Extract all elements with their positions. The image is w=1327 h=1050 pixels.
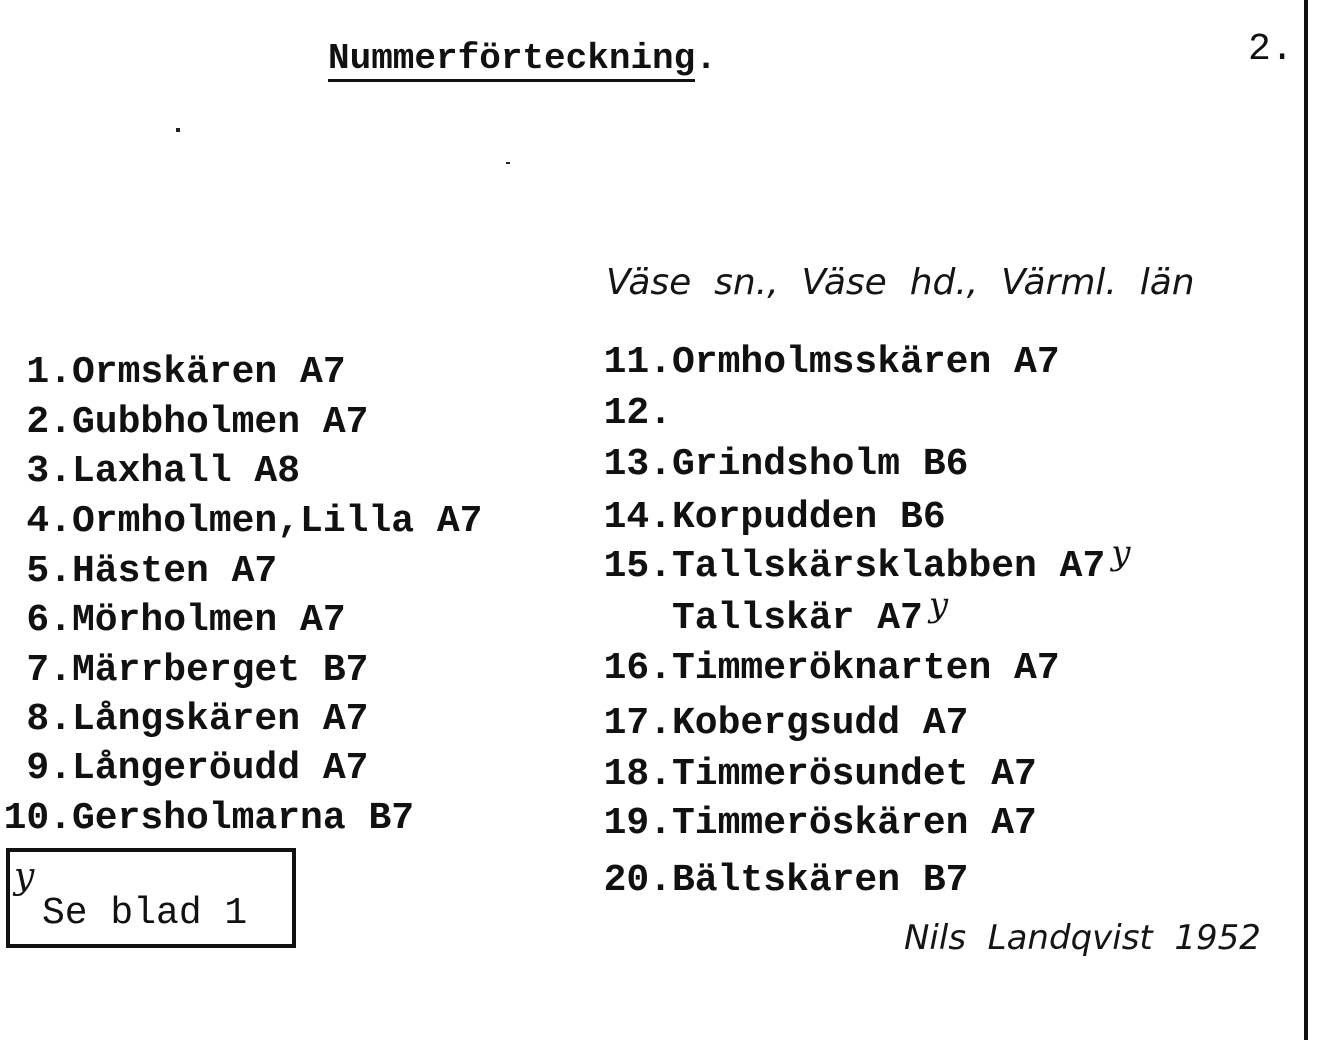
entry-number: 6. <box>26 599 72 642</box>
entry-number: 19. <box>603 802 672 845</box>
entry-number: 7. <box>26 649 72 692</box>
list-item <box>594 701 968 747</box>
entry-name: Gersholmarna B7 <box>72 797 415 840</box>
entry-number: 10. <box>3 797 72 840</box>
list-item <box>0 400 368 446</box>
entry-name: Laxhall A8 <box>72 450 301 493</box>
entry-name: Timmeröskären A7 <box>672 802 1037 845</box>
entry-number: 20. <box>603 859 672 902</box>
entry-name: Hästen A7 <box>72 550 278 593</box>
entry-number: 14. <box>603 496 672 539</box>
entry-name: Tallskärsklabben A7 <box>672 545 1106 588</box>
entry-number: 18. <box>603 753 672 796</box>
check-mark-icon: y <box>1111 533 1131 573</box>
check-mark-icon: y <box>14 856 35 897</box>
page-number: 2. <box>1248 28 1294 71</box>
entry-number: 1. <box>26 351 72 394</box>
list-item <box>0 449 300 495</box>
ink-speck <box>506 162 510 164</box>
entry-name: Tallskär A7 <box>672 597 923 640</box>
see-sheet-note <box>6 848 296 948</box>
list-item <box>0 796 414 842</box>
entry-name: Korpudden B6 <box>672 496 946 539</box>
list-item <box>0 350 346 396</box>
entry-name: Långeröudd A7 <box>72 747 369 790</box>
list-item <box>594 646 1060 692</box>
entry-name: Gubbholmen A7 <box>72 401 369 444</box>
entry-number: 5. <box>26 550 72 593</box>
ink-speck <box>176 128 180 132</box>
entry-number: 9. <box>26 747 72 790</box>
entry-name: Timmerösundet A7 <box>672 753 1037 796</box>
location-line: Väse sn., Väse hd., Värml. län <box>606 262 1195 303</box>
list-item <box>0 697 368 743</box>
list-item <box>0 499 482 545</box>
list-item <box>594 533 1131 590</box>
list-item <box>0 648 368 694</box>
page-title <box>328 38 717 79</box>
entry-number: 15. <box>603 545 672 588</box>
title-text: Nummerförteckning <box>328 38 695 82</box>
entry-number: 4. <box>26 500 72 543</box>
list-item <box>0 598 346 644</box>
entry-name: Timmeröknarten A7 <box>672 647 1060 690</box>
card-edge-line <box>1304 0 1308 1040</box>
entry-name: Kobergsudd A7 <box>672 702 969 745</box>
list-item <box>594 391 672 437</box>
entry-name: Långskären A7 <box>72 698 369 741</box>
entry-number: 17. <box>603 702 672 745</box>
list-item <box>0 549 277 595</box>
list-item <box>594 340 1060 386</box>
check-mark-icon: y <box>928 585 949 625</box>
entry-number: 8. <box>26 698 72 741</box>
entry-name: Märrberget B7 <box>72 649 369 692</box>
list-item <box>594 442 968 488</box>
list-item <box>594 801 1037 847</box>
entry-name: Ormholmen,Lilla A7 <box>72 500 483 543</box>
entry-number: 2. <box>26 401 72 444</box>
note-text: Se blad 1 <box>42 892 248 935</box>
title-dot: . <box>695 38 717 79</box>
entry-name: Ormskären A7 <box>72 351 346 394</box>
entry-name: Ormholmsskären A7 <box>672 341 1060 384</box>
entry-number: 12. <box>603 392 672 435</box>
entry-name: Bältskären B7 <box>672 859 969 902</box>
entry-number: 16. <box>603 647 672 690</box>
entry-number: 13. <box>603 443 672 486</box>
list-item <box>594 585 949 642</box>
entry-number: 3. <box>26 450 72 493</box>
list-item <box>594 495 946 541</box>
list-item <box>594 752 1037 798</box>
entry-name: Grindsholm B6 <box>672 443 969 486</box>
list-item <box>0 746 368 792</box>
entry-name: Mörholmen A7 <box>72 599 346 642</box>
entry-number: 11. <box>603 341 672 384</box>
list-item <box>594 858 968 904</box>
signature-line: Nils Landqvist 1952 <box>904 918 1261 958</box>
